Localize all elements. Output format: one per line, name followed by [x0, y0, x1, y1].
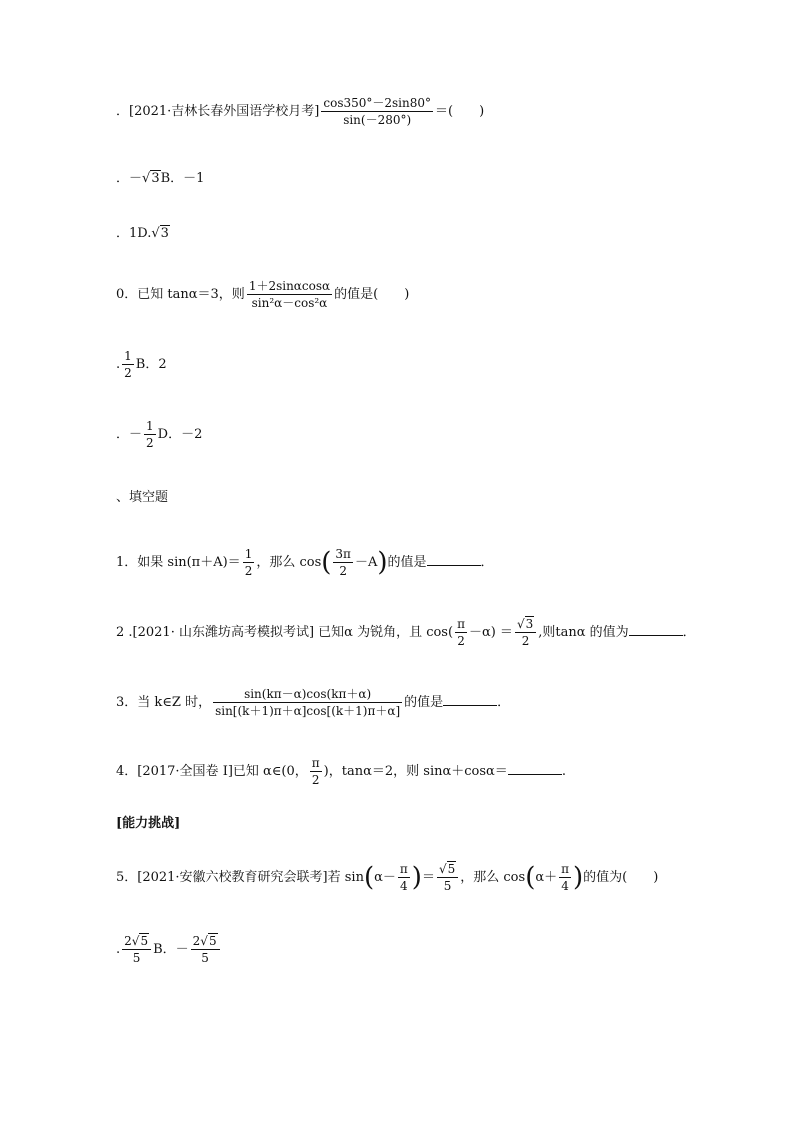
q12-answer-blank[interactable]	[629, 623, 683, 636]
q15-inner-2: α＋	[535, 870, 558, 885]
q15-option-a-sqrt: √5	[131, 934, 149, 948]
q8-numerator: cos350°－2sin80°	[323, 96, 432, 110]
q11-frac2-denominator: 2	[339, 564, 347, 578]
q13-suffix: 的值是	[404, 695, 444, 710]
section-ability-challenge: [能力挑战]	[116, 816, 181, 831]
q8-option-d-sqrt: √3	[151, 226, 169, 241]
q15-frac3-denominator: 4	[561, 879, 569, 893]
q11-frac1-denominator: 2	[244, 564, 253, 578]
q15-middle: ，那么 cos	[460, 870, 526, 885]
q12-prefix: 2 .[2021· 山东潍坊高考模拟考试] 已知α 为锐角，且 cos(	[116, 625, 454, 640]
q12-middle: －α) ＝	[468, 625, 513, 640]
q11-frac1-numerator: 1	[244, 547, 253, 561]
q15-fraction-3	[559, 862, 571, 893]
q15-frac2-sqrt: √5	[438, 862, 456, 876]
q15-option-a-radicand: 5	[140, 934, 149, 948]
q10-prefix: 0．已知 tanα＝3，则	[116, 287, 245, 302]
q8-option-a-sqrt: √3	[142, 171, 160, 186]
question-8	[116, 96, 484, 127]
q13-fraction	[213, 687, 402, 718]
q10-option-a-denominator: 2	[124, 366, 132, 380]
q14-answer-blank[interactable]	[508, 762, 562, 775]
q8-option-cd-prefix: ．1D.	[116, 226, 152, 241]
q15-option-b-coef: 2	[192, 934, 201, 948]
q15-fraction-2	[437, 862, 458, 893]
q10-denominator: sin²α－cos²α	[251, 296, 328, 310]
q12-frac1-numerator: π	[457, 617, 465, 631]
q12-frac2-sqrt: √3	[516, 617, 534, 631]
q10-option-c-denominator: 2	[146, 436, 154, 450]
q13-end: ．	[497, 695, 511, 710]
q15-option-a-denominator: 5	[132, 951, 141, 965]
q8-option-a-radicand: 3	[151, 171, 160, 186]
q15-paren1-left: (	[363, 862, 375, 893]
section-fill-blank: 、填空题	[116, 490, 169, 505]
q15-option-a-fraction	[122, 934, 151, 965]
q11-suffix: 的值是	[387, 555, 427, 570]
q15-option-a-numerator	[122, 934, 151, 950]
question-11	[116, 547, 494, 578]
q14-end: .	[561, 764, 566, 779]
q13-numerator: sin(kπ－α)cos(kπ＋α)	[213, 687, 402, 703]
q10-option-a-fraction	[122, 349, 134, 380]
q15-eq: ＝	[421, 870, 435, 885]
q8-options-cd	[116, 226, 170, 242]
q10-option-a-prefix: .	[116, 357, 121, 372]
q11-paren-right: )	[377, 547, 388, 578]
q10-fraction	[247, 279, 332, 310]
q15-option-b-sqrt: √5	[200, 934, 217, 948]
q15-option-b-numerator	[191, 934, 220, 950]
q15-frac2-radicand: 5	[447, 862, 456, 876]
q11-answer-blank[interactable]	[427, 553, 481, 566]
q12-suffix: ,则tanα 的值为	[538, 625, 629, 640]
q14-suffix: )，tanα＝2，则 sinα＋cosα＝	[323, 764, 508, 779]
q11-prefix: 1．如果 sin(π＋A)＝	[116, 555, 241, 570]
q10-option-b: B．2	[135, 357, 167, 372]
q15-paren2-right: )	[573, 862, 584, 893]
q14-denominator: 2	[311, 773, 320, 787]
q11-inner: －A	[354, 555, 378, 570]
q13-prefix: 3．当 k∈Z 时，	[116, 695, 212, 710]
q15-paren2-left: (	[525, 862, 536, 893]
q15-option-b-denominator: 5	[201, 951, 209, 965]
q14-numerator: π	[311, 756, 320, 770]
q12-end: ．	[682, 625, 696, 640]
q12-frac1-denominator: 2	[457, 634, 465, 648]
q10-option-c-fraction	[144, 419, 156, 450]
q14-prefix: 4．[2017·全国卷 Ⅰ]已知 α∈(0，	[116, 764, 308, 779]
q15-paren1-right: )	[411, 862, 422, 893]
q15-suffix: 的值为( )	[583, 870, 659, 885]
q12-frac2-denominator: 2	[521, 634, 530, 648]
q8-prefix: ．[2021·吉林长春外国语学校月考]	[116, 104, 320, 119]
question-15	[116, 862, 658, 893]
q15-frac2-denominator: 5	[443, 879, 452, 893]
question-13	[116, 687, 510, 718]
q10-option-c-prefix: ．－	[116, 427, 143, 442]
q15-option-b-radicand: 5	[208, 934, 217, 948]
q10-options-cd	[116, 419, 202, 450]
q11-end: ．	[480, 555, 494, 570]
q12-frac2-numerator	[515, 617, 536, 633]
q10-option-c-numerator: 1	[146, 419, 154, 433]
q15-option-a-prefix: .	[116, 942, 121, 957]
q13-answer-blank[interactable]	[443, 693, 497, 706]
question-10	[116, 279, 409, 310]
question-12	[116, 617, 696, 648]
q15-option-a-coef: 2	[124, 934, 132, 948]
q8-option-d-radicand: 3	[160, 226, 169, 241]
q11-fraction-1	[243, 547, 255, 578]
q8-denominator: sin(－280°)	[343, 113, 412, 127]
q11-fraction-2	[333, 547, 353, 578]
q15-option-b-fraction	[191, 934, 220, 965]
q11-paren-left: (	[321, 547, 332, 578]
q10-options-ab	[116, 349, 167, 380]
q10-option-a-numerator: 1	[124, 349, 132, 363]
q8-fraction	[321, 96, 433, 127]
q14-fraction	[310, 756, 322, 787]
q10-option-d: D．－2	[157, 427, 203, 442]
q15-frac3-numerator: π	[561, 862, 570, 876]
q15-prefix: 5．[2021·安徽六校教育研究会联考]若 sin	[116, 870, 364, 885]
q8-options-ab	[116, 171, 204, 187]
question-14	[116, 756, 566, 787]
q15-option-b-prefix: B．－	[153, 942, 189, 957]
q15-frac1-denominator: 4	[400, 879, 408, 893]
q12-fraction-2	[515, 617, 536, 648]
q12-frac2-radicand: 3	[525, 617, 534, 631]
q8-suffix: ＝( )	[435, 104, 485, 119]
q10-suffix: 的值是( )	[334, 287, 410, 302]
q8-option-a-prefix: ．－	[116, 171, 143, 186]
q11-frac2-numerator: 3π	[335, 547, 351, 561]
q15-inner-1: α－	[374, 870, 396, 885]
q13-denominator: sin[(k＋1)π＋α]cos[(k＋1)π＋α]	[215, 704, 401, 718]
q15-fraction-1	[398, 862, 410, 893]
q15-frac2-numerator	[437, 862, 458, 878]
q15-options-ab	[116, 934, 222, 965]
q10-numerator: 1＋2sinαcosα	[248, 279, 331, 293]
q15-frac1-numerator: π	[399, 862, 408, 876]
q8-option-b: B．－1	[160, 171, 205, 186]
q11-middle: ，那么 cos	[256, 555, 322, 570]
q12-fraction-1	[455, 617, 467, 648]
